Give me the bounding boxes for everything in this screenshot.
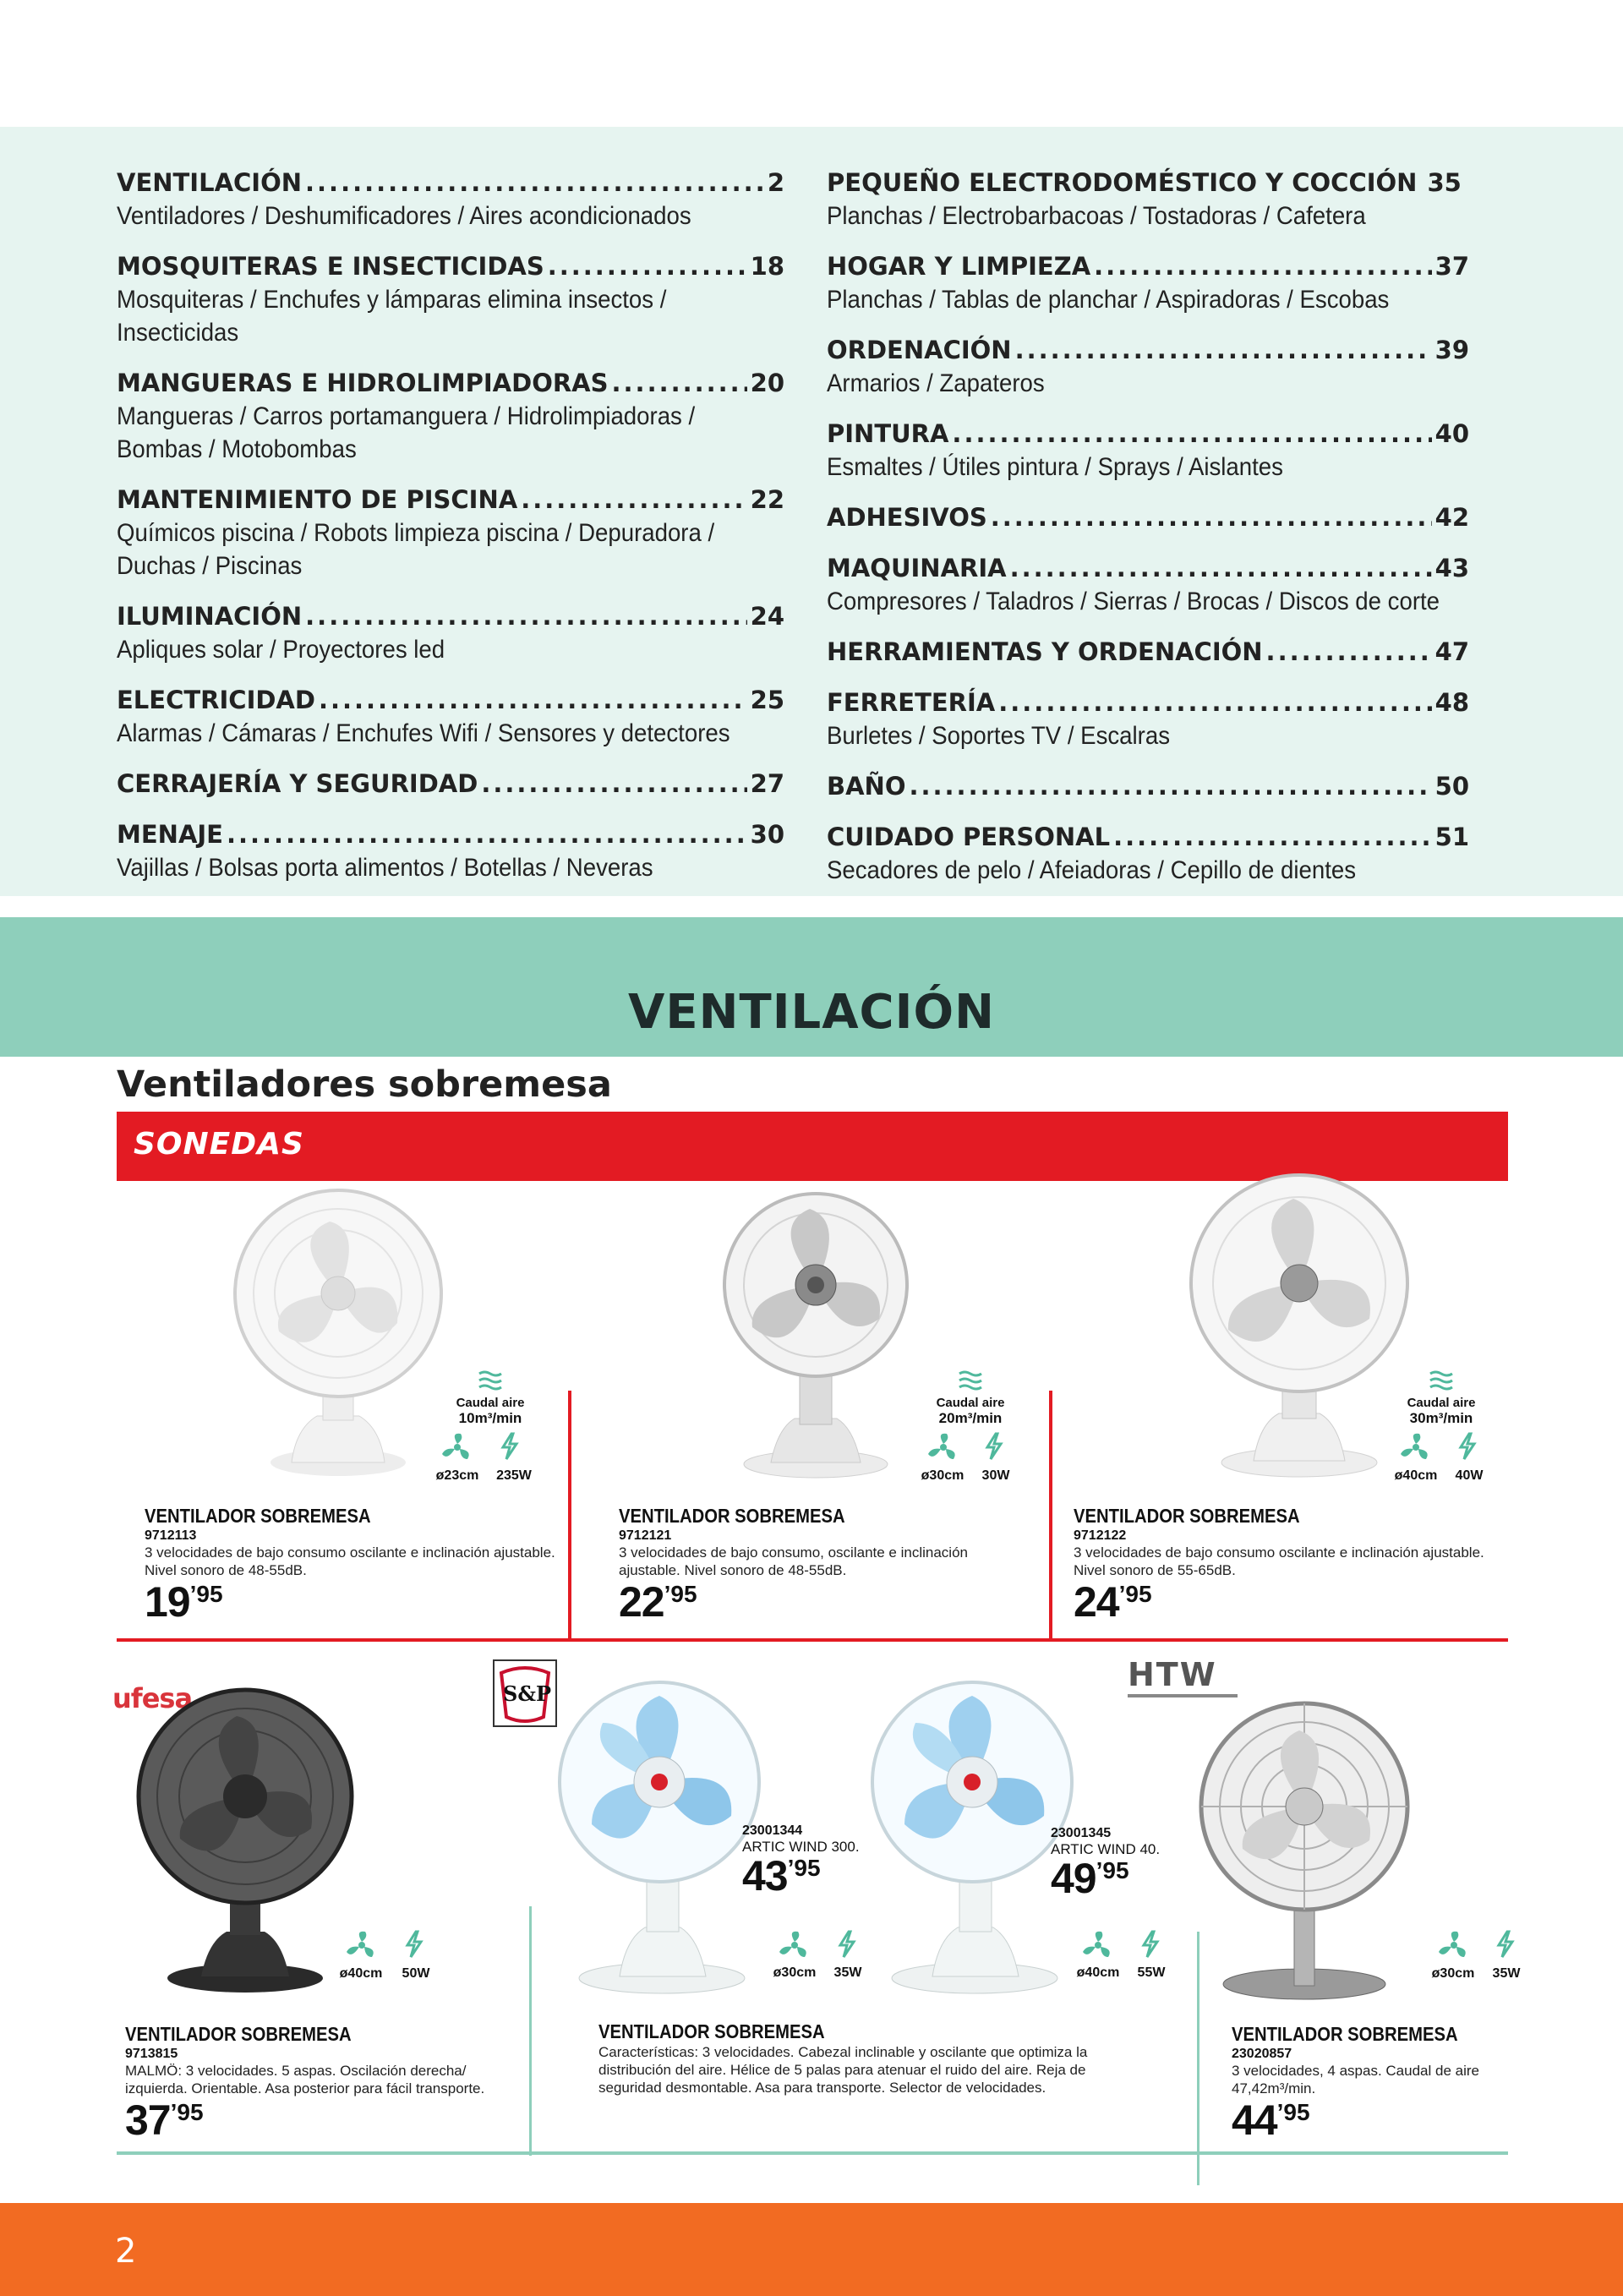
divider	[117, 1638, 1508, 1642]
airflow-spec	[920, 1369, 1021, 1426]
product-name: VENTILADOR SOBREMESA	[145, 1505, 371, 1527]
product-card[interactable]	[598, 2020, 1139, 2096]
toc-entry[interactable]	[117, 166, 784, 232]
toc-entry[interactable]	[827, 417, 1469, 484]
page-number: 2	[115, 2232, 137, 2271]
diameter-spec: ø30cm	[921, 1468, 965, 1483]
sp-logo-text: S&P	[503, 1681, 552, 1706]
power-spec: 55W	[1137, 1965, 1166, 1980]
product-card[interactable]	[619, 1505, 1033, 1626]
white-fan-drawing	[228, 1188, 448, 1479]
toc-subtitle: Planchas / Electrobarbacoas / Tostadoras / Cafetera	[827, 202, 1366, 230]
toc-page: 2	[767, 168, 784, 197]
toc-subtitle: Químicos piscina / Robots limpieza piscina / Depuradora / Duchas / Piscinas	[117, 519, 715, 580]
power-spec: 35W	[1492, 1966, 1521, 1981]
airflow-spec	[1391, 1369, 1492, 1426]
product-price	[1051, 1857, 1160, 1900]
airflow-label: Caudal aire	[936, 1396, 1005, 1410]
toc-title: MENAJE	[117, 820, 223, 849]
fan-image	[554, 1672, 765, 1995]
toc-subtitle: Esmaltes / Útiles pintura / Sprays / Aislantes	[827, 453, 1283, 481]
product-description: 3 velocidades de bajo consumo, oscilante e inclinación ajustable. Nivel sonoro de 48-55dB.	[619, 1544, 968, 1578]
toc-entry[interactable]	[827, 686, 1469, 752]
product-description: MALMÖ: 3 velocidades. 5 aspas. Oscilación derecha/ izquierda. Orientable. Asa posterior para fácil transporte.	[125, 2063, 485, 2096]
diameter-spec: ø40cm	[1394, 1468, 1438, 1483]
htw-logo-text: HTW	[1128, 1656, 1217, 1693]
price-integer: 24	[1074, 1578, 1119, 1626]
product-code: 9712121	[619, 1528, 672, 1543]
product-code: 9712122	[1074, 1528, 1127, 1543]
product-code: 23020857	[1232, 2047, 1292, 2061]
toc-right-column	[827, 166, 1469, 904]
diameter-spec: ø30cm	[773, 1965, 817, 1980]
product-name: VENTILADOR SOBREMESA	[125, 2023, 352, 2045]
toc-title: MANTENIMIENTO DE PISCINA	[117, 485, 518, 514]
price-cents: ’95	[787, 1855, 821, 1881]
toc-page: 27	[750, 769, 784, 798]
toc-title: ELECTRICIDAD	[117, 686, 315, 714]
product-name: VENTILADOR SOBREMESA	[1232, 2023, 1458, 2045]
diameter-spec: ø30cm	[1431, 1966, 1475, 1981]
power-bolt-icon	[1495, 1930, 1516, 1959]
product-price	[1232, 2096, 1485, 2144]
power-bolt-icon	[404, 1930, 424, 1959]
product-card[interactable]	[145, 1505, 559, 1626]
toc-page: 51	[1434, 823, 1469, 851]
fan-image	[710, 1192, 921, 1479]
toc-subtitle: Compresores / Taladros / Sierras / Brocas / Discos de corte	[827, 588, 1440, 615]
variant-model: ARTIC WIND 40.	[1051, 1841, 1161, 1857]
toc-entry[interactable]	[117, 483, 784, 582]
brand-logo-ufesa: ufesa	[112, 1682, 193, 1714]
section-title: VENTILACIÓN	[628, 985, 995, 1040]
toc-subtitle: Mosquiteras / Enchufes y lámparas elimina insectos / Insecticidas	[117, 286, 667, 347]
toc-subtitle: Apliques solar / Proyectores led	[117, 636, 445, 664]
brand-bar	[117, 1112, 1508, 1181]
toc-page: 40	[1434, 419, 1469, 448]
toc-page: 24	[750, 602, 784, 631]
power-spec: 35W	[833, 1965, 862, 1980]
product-card[interactable]	[1074, 1505, 1513, 1626]
toc-entry[interactable]	[117, 599, 784, 666]
toc-title: BAÑO	[827, 772, 906, 801]
toc-title: MOSQUITERAS E INSECTICIDAS	[117, 252, 544, 281]
black-fan-drawing	[134, 1686, 358, 1995]
toc-entry[interactable]	[117, 767, 784, 801]
price-integer: 19	[145, 1578, 190, 1626]
variant-price[interactable]	[1051, 1826, 1160, 1900]
fan-blade-icon	[1081, 1930, 1115, 1960]
airflow-icon	[478, 1369, 503, 1391]
product-description: Características: 3 velocidades. Cabezal inclinable y oscilante que optimiza la distribución del aire. Hélice de 5 palas para atenuar el ruido del aire. Reja de seguridad desmontable. Asa para transporte. Selector de velocidades.	[598, 2044, 1088, 2096]
fan-image	[1179, 1173, 1420, 1479]
product-price	[145, 1578, 559, 1626]
divider	[117, 2151, 1508, 2155]
airflow-value: 10m³/min	[458, 1410, 522, 1426]
brand-logo-sp	[493, 1659, 557, 1727]
power-bolt-icon	[1140, 1930, 1161, 1959]
toc-left-column	[117, 166, 784, 901]
fan-blade-icon	[778, 1930, 812, 1960]
toc-entry[interactable]	[827, 820, 1469, 887]
airflow-value: 20m³/min	[938, 1410, 1003, 1426]
toc-page: 42	[1434, 503, 1469, 532]
toc-title: VENTILACIÓN	[117, 168, 303, 197]
product-code: 9713815	[125, 2047, 178, 2061]
product-name: VENTILADOR SOBREMESA	[1074, 1505, 1300, 1527]
fan-blade-icon	[926, 1432, 960, 1462]
toc-entry[interactable]	[827, 500, 1469, 534]
diameter-spec: ø40cm	[1076, 1965, 1120, 1980]
power-bolt-icon	[984, 1432, 1004, 1461]
toc-entry[interactable]	[827, 249, 1469, 316]
toc-entry[interactable]	[827, 551, 1469, 618]
fan-blade-icon	[440, 1432, 474, 1462]
toc-title: ORDENACIÓN	[827, 336, 1012, 364]
fan-blade-icon	[1437, 1930, 1471, 1960]
toc-page: 18	[750, 252, 784, 281]
toc-entry[interactable]	[117, 683, 784, 750]
toc-title: MANGUERAS E HIDROLIMPIADORAS	[117, 369, 609, 397]
product-code: 9712113	[145, 1528, 197, 1543]
chrome-fan-drawing	[1188, 1701, 1420, 2001]
brand-logo-sonedas: SONEDAS	[134, 1127, 304, 1162]
toc-page: 39	[1434, 336, 1469, 364]
product-price	[619, 1578, 1033, 1626]
toc-page: 37	[1434, 252, 1469, 281]
toc-subtitle: Ventiladores / Deshumificadores / Aires acondicionados	[117, 202, 691, 230]
toc-title: FERRETERÍA	[827, 688, 996, 717]
toc-entry[interactable]	[827, 635, 1469, 669]
divider	[529, 1906, 532, 2156]
fan-image	[134, 1686, 358, 1995]
toc-entry[interactable]	[117, 249, 784, 349]
toc-page: 50	[1434, 772, 1469, 801]
fan-image	[1188, 1701, 1420, 2001]
toc-subtitle: Alarmas / Cámaras / Enchufes Wifi / Sensores y detectores	[117, 719, 730, 747]
toc-title: HOGAR Y LIMPIEZA	[827, 252, 1091, 281]
blue-fan-drawing	[554, 1672, 765, 1995]
blue-fan-drawing	[866, 1672, 1078, 1995]
product-price	[125, 2096, 522, 2144]
power-bolt-icon	[837, 1930, 857, 1959]
power-spec: 40W	[1455, 1468, 1484, 1483]
htw-logo-underline	[1128, 1694, 1238, 1697]
price-cents: ’95	[189, 1581, 223, 1607]
toc-page: 20	[750, 369, 784, 397]
product-price	[1074, 1578, 1513, 1626]
variant-code: 23001345	[1051, 1826, 1112, 1840]
table-of-contents	[0, 127, 1623, 896]
variant-model: ARTIC WIND 300.	[742, 1839, 860, 1855]
toc-page: 47	[1434, 637, 1469, 666]
toc-entry[interactable]	[117, 817, 784, 884]
divider	[568, 1391, 571, 1640]
power-bolt-icon	[1457, 1432, 1478, 1461]
product-description: 3 velocidades de bajo consumo oscilante e inclinación ajustable. Nivel sonoro de 48-55dB.	[145, 1544, 555, 1578]
toc-page: 30	[750, 820, 784, 849]
airflow-value: 30m³/min	[1409, 1410, 1473, 1426]
toc-subtitle: Armarios / Zapateros	[827, 369, 1045, 397]
white-fan-drawing	[1179, 1173, 1420, 1479]
product-card[interactable]	[1232, 2023, 1485, 2144]
toc-title: CUIDADO PERSONAL	[827, 823, 1111, 851]
airflow-label: Caudal aire	[1407, 1396, 1476, 1410]
product-description: 3 velocidades, 4 aspas. Caudal de aire 47,42m³/min.	[1232, 2063, 1479, 2096]
fan-image	[866, 1672, 1078, 1995]
diameter-spec: ø40cm	[339, 1966, 383, 1981]
toc-entry[interactable]	[827, 769, 1469, 803]
power-spec: 50W	[402, 1966, 430, 1981]
toc-title: MAQUINARIA	[827, 554, 1007, 582]
toc-entry[interactable]	[827, 166, 1469, 232]
toc-page: 43	[1434, 554, 1469, 582]
fan-blade-icon	[345, 1930, 379, 1960]
price-cents: ’95	[1276, 2099, 1310, 2125]
toc-title: PINTURA	[827, 419, 949, 448]
toc-title: ADHESIVOS	[827, 503, 987, 532]
grey-fan-drawing	[710, 1192, 921, 1479]
toc-subtitle: Planchas / Tablas de planchar / Aspiradoras / Escobas	[827, 286, 1390, 314]
price-integer: 22	[619, 1578, 664, 1626]
toc-entry[interactable]	[827, 333, 1469, 400]
toc-subtitle: Burletes / Soportes TV / Escalras	[827, 722, 1171, 750]
product-card[interactable]	[125, 2023, 522, 2144]
price-cents: ’95	[1118, 1581, 1152, 1607]
airflow-icon	[1429, 1369, 1454, 1391]
toc-page: 25	[750, 686, 784, 714]
price-integer: 43	[742, 1852, 788, 1900]
product-description: 3 velocidades de bajo consumo oscilante e inclinación ajustable. Nivel sonoro de 55-65dB.	[1074, 1544, 1484, 1578]
price-cents: ’95	[170, 2099, 204, 2125]
toc-title: HERRAMIENTAS Y ORDENACIÓN	[827, 637, 1263, 666]
price-integer: 37	[125, 2096, 171, 2144]
price-integer: 44	[1232, 2096, 1277, 2144]
category-title: Ventiladores sobremesa	[117, 1063, 612, 1106]
toc-page: 35	[1427, 168, 1462, 197]
airflow-spec	[440, 1369, 541, 1426]
price-integer: 49	[1051, 1855, 1096, 1902]
price-cents: ’95	[1096, 1857, 1129, 1883]
toc-subtitle: Vajillas / Bolsas porta alimentos / Botellas / Neveras	[117, 854, 653, 882]
power-bolt-icon	[500, 1432, 520, 1461]
variant-code: 23001344	[742, 1823, 803, 1838]
product-name: VENTILADOR SOBREMESA	[598, 2020, 825, 2042]
power-spec: 235W	[496, 1468, 532, 1483]
toc-subtitle: Secadores de pelo / Afeiadoras / Cepillo de dientes	[827, 856, 1357, 884]
fan-image	[228, 1188, 448, 1479]
brand-logo-htw	[1128, 1656, 1242, 1703]
airflow-icon	[958, 1369, 983, 1391]
page-footer	[0, 2203, 1623, 2296]
product-price	[742, 1852, 860, 1900]
toc-title: ILUMINACIÓN	[117, 602, 303, 631]
diameter-spec: ø23cm	[435, 1468, 479, 1483]
fan-blade-icon	[1399, 1432, 1433, 1462]
power-spec: 30W	[981, 1468, 1010, 1483]
price-cents: ’95	[664, 1581, 697, 1607]
airflow-label: Caudal aire	[456, 1396, 525, 1410]
divider	[1049, 1391, 1052, 1640]
toc-subtitle: Mangueras / Carros portamanguera / Hidrolimpiadoras / Bombas / Motobombas	[117, 402, 696, 463]
toc-page: 48	[1434, 688, 1469, 717]
toc-page: 22	[750, 485, 784, 514]
product-name: VENTILADOR SOBREMESA	[619, 1505, 845, 1527]
toc-title: CERRAJERÍA Y SEGURIDAD	[117, 769, 478, 798]
toc-entry[interactable]	[117, 366, 784, 466]
variant-price[interactable]	[742, 1823, 860, 1900]
toc-title: PEQUEÑO ELECTRODOMÉSTICO Y COCCIÓN	[827, 168, 1418, 197]
